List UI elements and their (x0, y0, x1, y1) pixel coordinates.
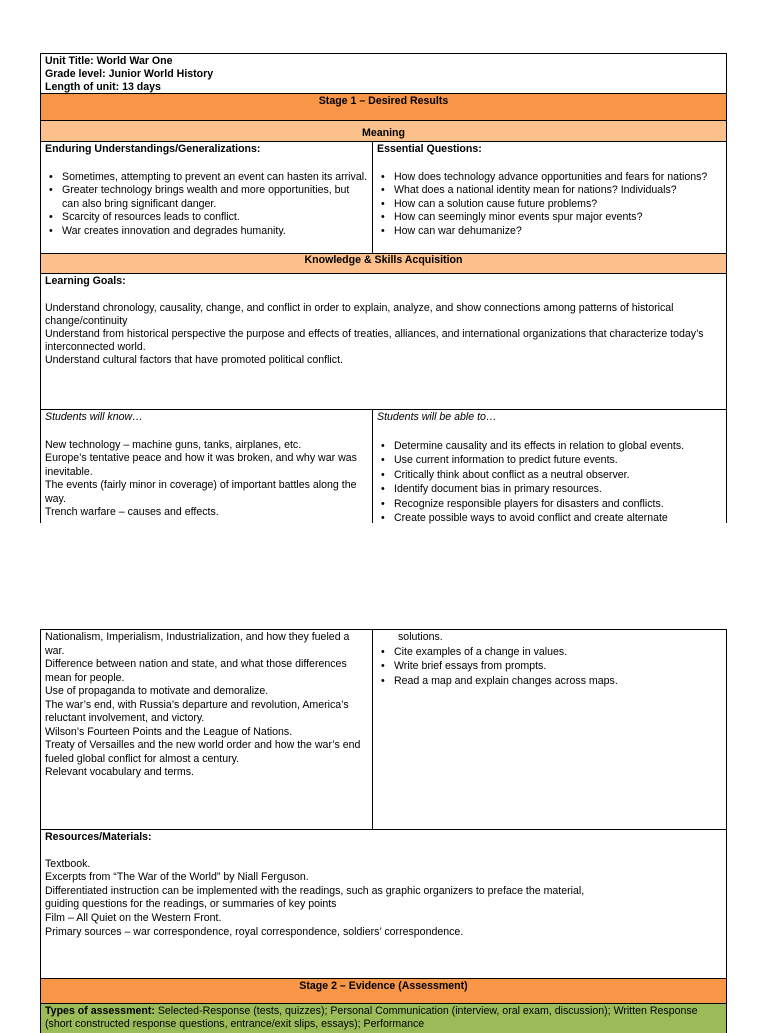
able-heading: Students will be able to… (377, 411, 497, 423)
list-item: Wilson’s Fourteen Points and the League of Nations. (45, 725, 293, 738)
list-item: • Write brief essays from prompts. (377, 659, 722, 674)
list-item: • Greater technology brings wealth and more opportunities, but can also bring significant danger. (45, 184, 368, 211)
meaning-heading: Meaning (40, 120, 727, 141)
list-item: • Read a map and explain changes across maps. (377, 674, 722, 689)
stage2-heading: Stage 2 – Evidence (Assessment) (40, 978, 727, 1003)
list-item: • Use current information to predict future events. (377, 453, 722, 468)
resources-list (45, 858, 722, 940)
assessment-types-cell (40, 1003, 727, 1033)
know-cell-continued (40, 629, 373, 830)
list-item: • Sometimes, attempting to prevent an event can hasten its arrival. (45, 171, 368, 185)
list-item: Trench warfare – causes and effects. (45, 506, 219, 519)
learning-goals-cell (40, 273, 727, 410)
essential-cell (372, 141, 727, 254)
learning-goals-text (45, 302, 722, 367)
list-item: • How does technology advance opportunities and fears for nations? (377, 171, 722, 185)
list-item: Differentiated instruction can be implemented with the readings, such as graphic organizers to preface the material, guiding questions for the readings, or summaries of key points (45, 884, 585, 911)
unit-header (40, 53, 727, 93)
list-item: • Critically think about conflict as a neutral observer. (377, 468, 722, 483)
page-two (40, 629, 727, 1030)
resources-heading: Resources/Materials: (45, 831, 152, 843)
list-item: Relevant vocabulary and terms. (45, 766, 194, 778)
unit-title: Unit Title: World War One (45, 55, 173, 67)
learning-goal: Understand from historical perspective the purpose and effects of treaties, alliances, and international organizations that characterize today’s interconnected world. (45, 327, 704, 353)
essential-heading: Essential Questions: (377, 143, 482, 155)
list-item: Treaty of Versailles and the new world order and how the war’s end fueled global conflict for almost a century. (45, 739, 361, 765)
enduring-heading: Enduring Understandings/Generalizations: (45, 143, 261, 155)
list-item: • Identify document bias in primary resources. (377, 482, 722, 497)
know-heading: Students will know… (45, 411, 143, 423)
list-item: • Determine causality and its effects in relation to global events. (377, 439, 722, 454)
stage1-heading: Stage 1 – Desired Results (40, 93, 727, 120)
knowledge-skills-heading: Knowledge & Skills Acquisition (40, 253, 727, 273)
list-item: • How can seemingly minor events spur major events? (377, 211, 722, 225)
list-item: • Recognize responsible players for disasters and conflicts. (377, 497, 722, 512)
list-item: Textbook. (45, 857, 91, 870)
know-cell (40, 409, 373, 523)
able-cell (372, 409, 727, 523)
list-item: New technology – machine guns, tanks, airplanes, etc. (45, 438, 302, 451)
list-item: Europe’s tentative peace and how it was broken, and why war was inevitable. (45, 452, 357, 478)
list-item: Use of propaganda to motivate and demoralize. (45, 685, 269, 697)
able-continuation: solutions. (398, 631, 443, 643)
page-one (40, 53, 727, 523)
list-item: Nationalism, Imperialism, Industrialization, and how they fueled a war. (45, 631, 350, 657)
know-list (45, 439, 368, 520)
list-item: Difference between nation and state, and what those differences mean for people. (45, 658, 347, 684)
learning-goals-heading: Learning Goals: (45, 275, 126, 287)
list-item: • Cite examples of a change in values. (377, 645, 722, 660)
list-item: Excerpts from “The War of the World” by Niall Ferguson. (45, 871, 309, 884)
list-item: • Scarcity of resources leads to conflict. (45, 211, 368, 225)
list-item: • Create possible ways to avoid conflict and create alternate (377, 511, 722, 526)
list-item: The war’s end, with Russia’s departure and revolution, America’s reluctant involvement, and victory. (45, 698, 349, 724)
list-item: • How can a solution cause future problems? (377, 198, 722, 212)
unit-length: Length of unit: 13 days (45, 81, 161, 93)
assessment-types-label: Types of assessment: (45, 1005, 155, 1017)
list-item: • What does a national identity mean for nations? Individuals? (377, 184, 722, 198)
list-item: Film – All Quiet on the Western Front. (45, 911, 222, 924)
able-list (377, 439, 722, 526)
enduring-cell (40, 141, 373, 254)
grade-level: Grade level: Junior World History (45, 68, 214, 80)
learning-goal: Understand chronology, causality, change, and conflict in order to explain, analyze, and show connections among patterns of historical change/continuity (45, 301, 674, 327)
list-item: Primary sources – war correspondence, royal correspondence, soldiers’ correspondence. (45, 925, 464, 938)
learning-goal: Understand cultural factors that have promoted political conflict. (45, 353, 343, 366)
assessment-types-text: Selected-Response (tests, quizzes); Personal Communication (interview, oral exam, discussion); Written Response (short constructed response questions, entrance/exit slips, essays); Performance (45, 1005, 698, 1030)
essential-list (377, 171, 722, 239)
enduring-list (45, 171, 368, 239)
resources-cell (40, 829, 727, 979)
list-item: The events (fairly minor in coverage) of important battles along the way. (45, 479, 357, 505)
list-item: • How can war dehumanize? (377, 225, 722, 239)
list-item: • War creates innovation and degrades humanity. (45, 225, 368, 239)
able-list-continued (377, 645, 722, 689)
know-list-continued (45, 631, 368, 780)
able-cell-continued (372, 629, 727, 830)
